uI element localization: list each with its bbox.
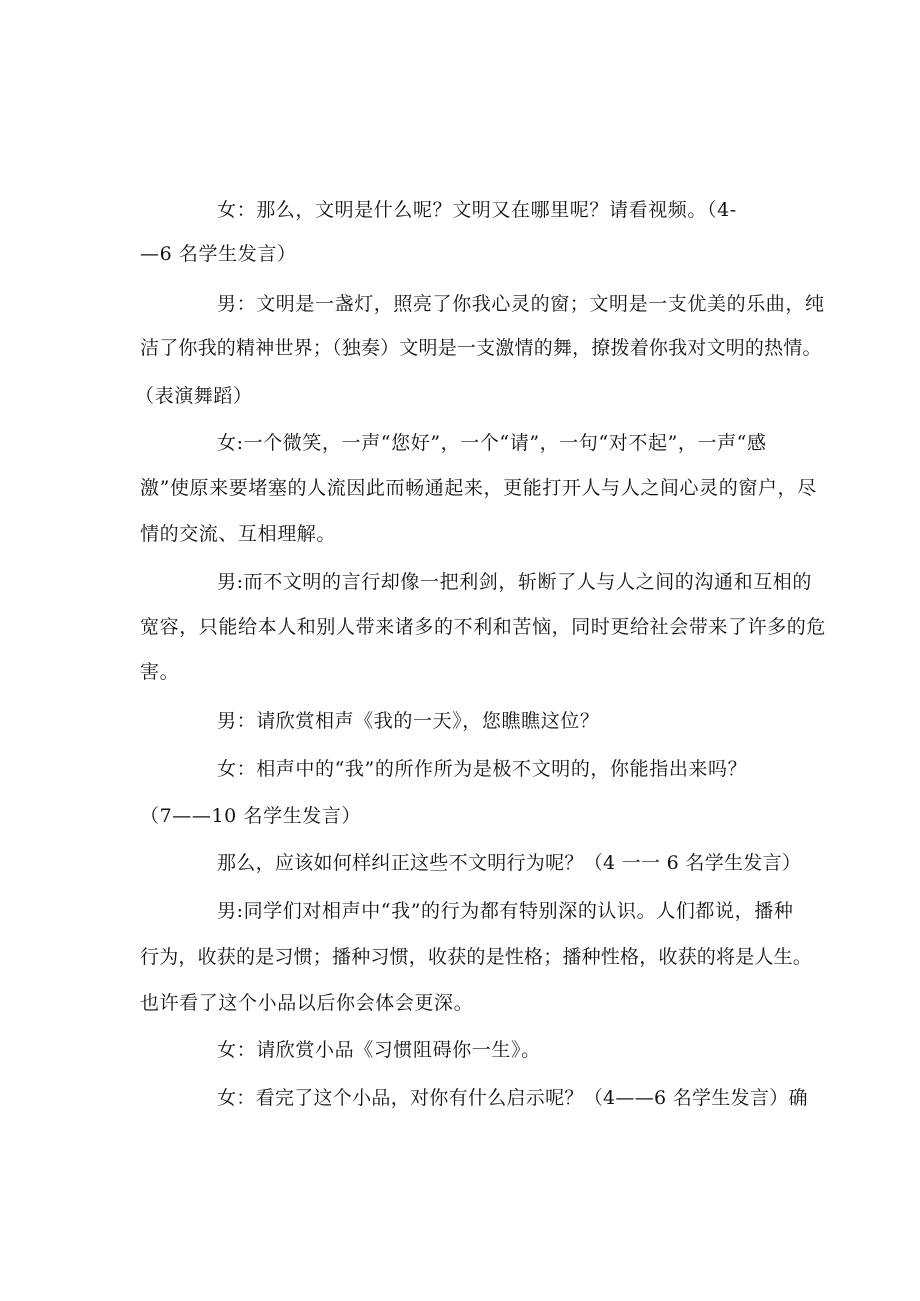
text-line: 也许看了这个小品以后你会体会更深。 — [140, 992, 474, 1014]
text-line: 男:而不文明的言行却像一把利剑，斩断了人与人之间的沟通和互相的 — [217, 571, 813, 593]
text-line: 行为，收获的是习惯；播种习惯，收获的是性格；播种性格，收获的将是人生。 — [140, 946, 813, 968]
text-line: （7——10 名学生发言） — [140, 805, 362, 827]
text-line: 男：文明是一盏灯，照亮了你我心灵的窗；文明是一支优美的乐曲，纯 — [217, 293, 825, 315]
text-line: 宽容，只能给本人和别人带来诸多的不利和苦恼，同时更给社会带来了许多的危 — [140, 616, 827, 638]
text-line: 害。 — [140, 661, 180, 683]
text-line: 洁了你我的精神世界；（独奏）文明是一支激情的舞，撩拨着你我对文明的热情。 — [140, 337, 822, 359]
text-line: （表演舞蹈） — [135, 385, 253, 407]
text-line: 那么，应该如何样纠正这些不文明行为呢？（4 一一 6 名学生发言） — [217, 852, 802, 874]
text-line: 女：相声中的“我”的所作所为是极不文明的，你能指出来吗？ — [217, 758, 748, 780]
text-line: 女：那么，文明是什么呢？文明又在哪里呢？请看视频。（4- — [217, 199, 737, 221]
text-line: 男:同学们对相声中“我”的行为都有特别深的认识。人们都说，播种 — [217, 900, 794, 922]
text-line: 女:一个微笑，一声“您好”，一个“请”，一句“对不起”，一声“感 — [217, 432, 767, 454]
text-line: —6 名学生发言） — [140, 243, 297, 265]
text-line: 女：请欣赏小品《习惯阻碍你一生》。 — [217, 1039, 541, 1061]
text-line: 激”使原来要堵塞的人流因此而畅通起来，更能打开人与人之间心灵的窗户，尽 — [140, 477, 817, 499]
text-line: 女：看完了这个小品，对你有什么启示呢？（4——6 名学生发言）确 — [217, 1087, 808, 1109]
text-line: 男：请欣赏相声《我的一天》，您瞧瞧这位？ — [217, 710, 600, 732]
text-line: 情的交流、互相理解。 — [140, 523, 337, 545]
